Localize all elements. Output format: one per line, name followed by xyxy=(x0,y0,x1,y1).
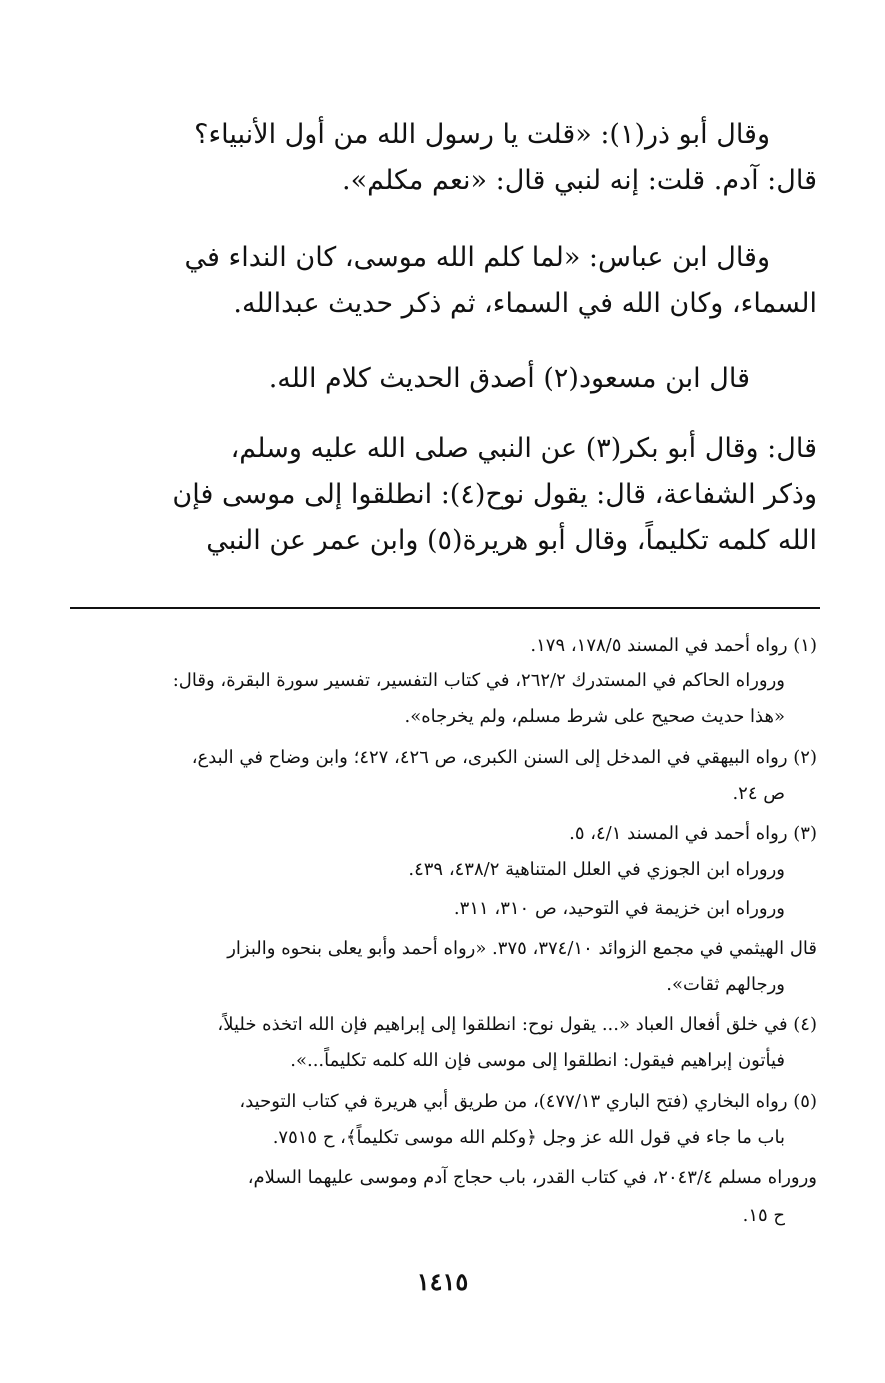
main-text-line: وذكر الشفاعة، قال: يقول نوح(٤): انطلقوا إلى موسى فإن xyxy=(172,479,817,510)
footnote-divider xyxy=(70,607,820,609)
footnote-line: ورجالهم ثقات». xyxy=(666,974,785,995)
footnote-line: وروراه الحاكم في المستدرك ٢٦٢/٢، في كتاب التفسير، تفسير سورة البقرة، وقال: xyxy=(172,670,785,691)
main-text-line: قال ابن مسعود(٢) أصدق الحديث كلام الله. xyxy=(268,363,750,394)
footnote-line: باب ما جاء في قول الله عز وجل ﴿وكلم الله موسى تكليماً﴾، ح ٧٥١٥. xyxy=(272,1127,785,1148)
footnote-line: (٣) رواه أحمد في المسند ٤/١، ٥. xyxy=(569,823,817,844)
footnote-line: (٤) في خلق أفعال العباد «... يقول نوح: انطلقوا إلى إبراهيم فإن الله اتخذه خليلاً، xyxy=(217,1014,817,1035)
footnote-line: فيأتون إبراهيم فيقول: انطلقوا إلى موسى فإن الله كلمه تكليماً...». xyxy=(290,1050,785,1071)
footnote-line: وروراه ابن خزيمة في التوحيد، ص ٣١٠، ٣١١. xyxy=(453,898,785,919)
footnote-line: (١) رواه أحمد في المسند ١٧٨/٥، ١٧٩. xyxy=(530,635,817,656)
main-text-line: الله كلمه تكليماً، وقال أبو هريرة(٥) وابن عمر عن النبي xyxy=(206,525,817,556)
footnote-line: ص ٢٤. xyxy=(732,783,785,804)
main-text-line: وقال ابن عباس: «لما كلم الله موسى، كان النداء في xyxy=(184,242,770,273)
main-text-line: قال: وقال أبو بكر(٣) عن النبي صلى الله عليه وسلم، xyxy=(230,433,817,464)
footnote-line: وروراه ابن الجوزي في العلل المتناهية ٤٣٨/٢، ٤٣٩. xyxy=(408,859,785,880)
page-number: ١٤١٥ xyxy=(416,1267,469,1296)
main-text-line: قال: آدم. قلت: إنه لنبي قال: «نعم مكلم». xyxy=(342,165,817,196)
footnote-line: (٥) رواه البخاري (فتح الباري ٤٧٧/١٣)، من طريق أبي هريرة في كتاب التوحيد، xyxy=(239,1091,817,1112)
footnote-line: (٢) رواه البيهقي في المدخل إلى السنن الكبرى، ص ٤٢٦، ٤٢٧؛ وابن وضاح في البدع، xyxy=(191,747,817,768)
footnote-line: ح ١٥. xyxy=(742,1205,785,1226)
main-text-line: السماء، وكان الله في السماء، ثم ذكر حديث عبدالله. xyxy=(233,288,817,319)
footnote-line: قال الهيثمي في مجمع الزوائد ٣٧٤/١٠، ٣٧٥. «رواه أحمد وأبو يعلى بنحوه والبزار xyxy=(227,938,817,959)
footnote-line: وروراه مسلم ٢٠٤٣/٤، في كتاب القدر، باب حجاج آدم وموسى عليهما السلام، xyxy=(247,1167,817,1188)
main-text-line: وقال أبو ذر(١): «قلت يا رسول الله من أول الأنبياء؟ xyxy=(194,119,770,150)
footnote-line: «هذا حديث صحيح على شرط مسلم، ولم يخرجاه». xyxy=(404,706,785,727)
